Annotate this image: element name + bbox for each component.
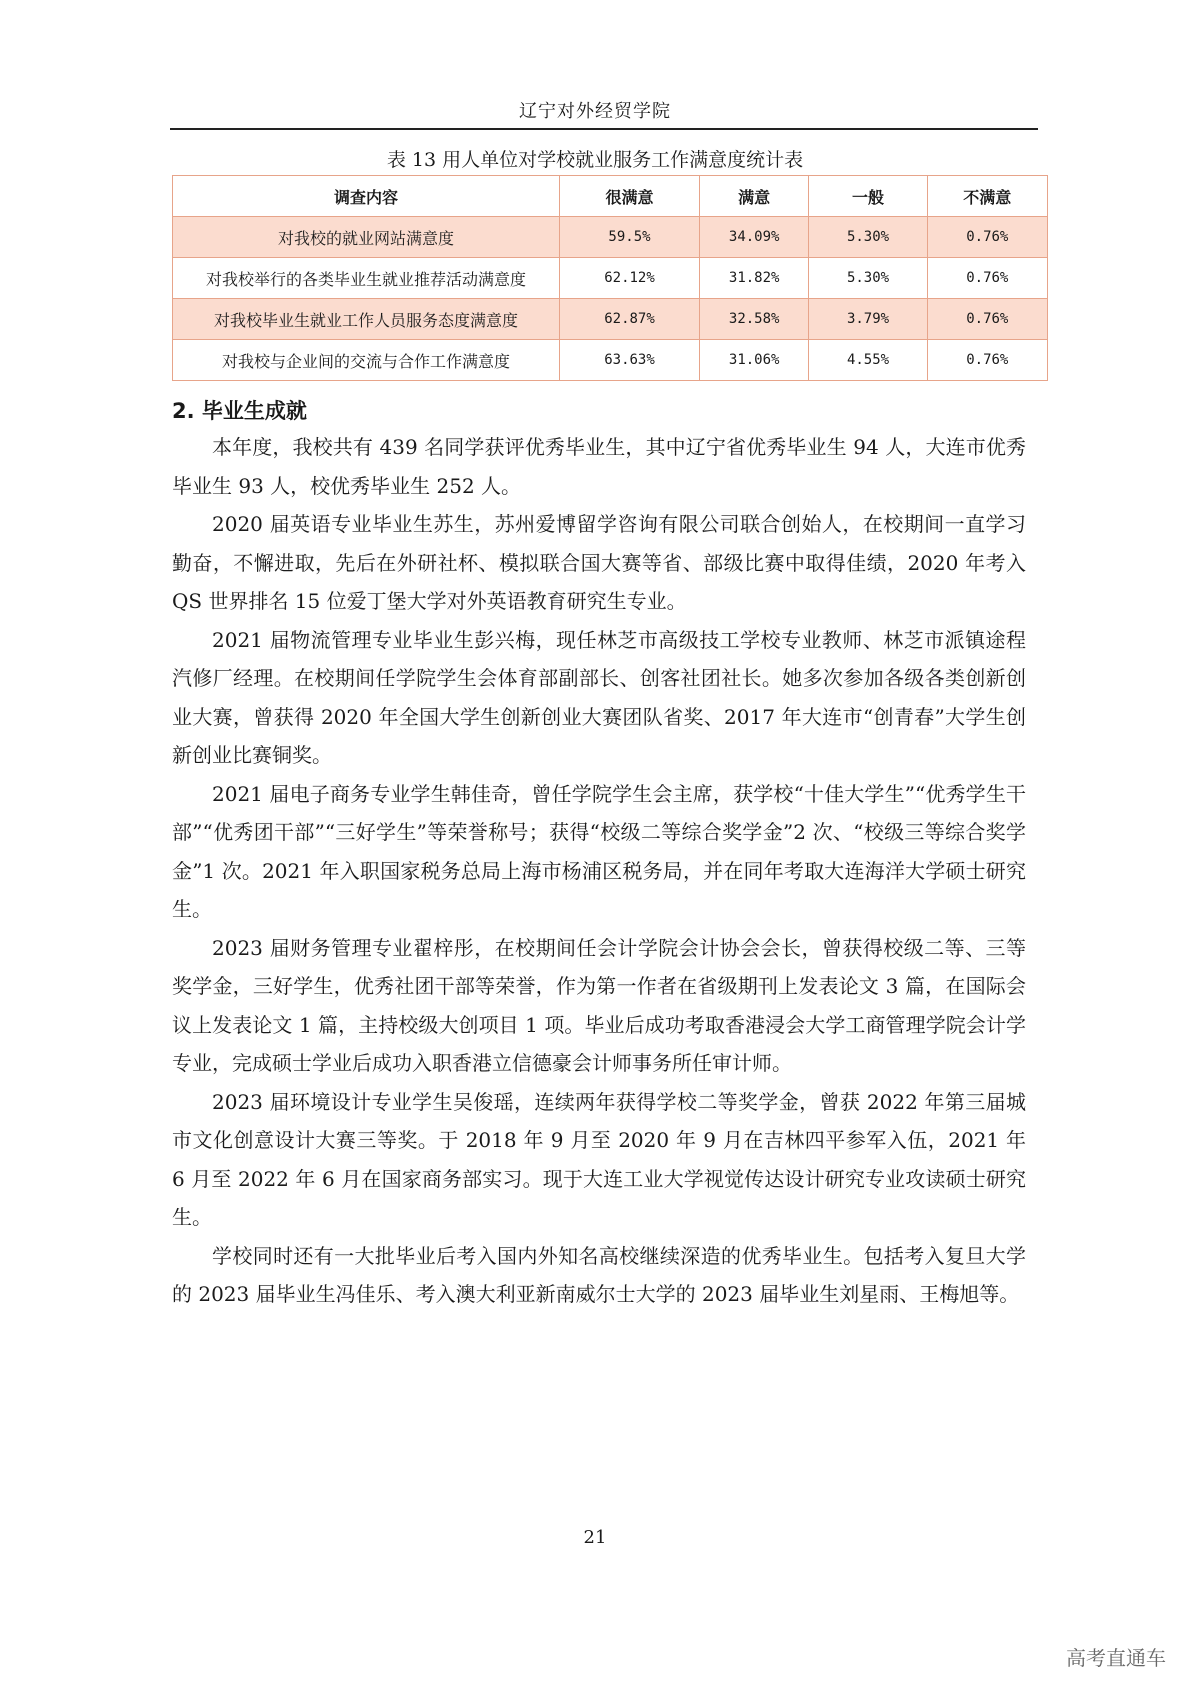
dissatisfied-value: 0.76% xyxy=(927,299,1047,340)
body-paragraph: 2020 届英语专业毕业生苏生，苏州爱博留学咨询有限公司联合创始人，在校期间一直学习勤奋，不懈进取，先后在外研社杯、模拟联合国大赛等省、部级比赛中取得佳绩，2020 年考入 QS 世界排名 15 位爱丁堡大学对外英语教育研究生专业。 xyxy=(172,512,1026,613)
page-number: 21 xyxy=(583,1527,607,1548)
column-header: 满意 xyxy=(699,176,809,217)
table-row xyxy=(173,340,1048,381)
survey-item: 对我校与企业间的交流与合作工作满意度 xyxy=(173,340,560,381)
body-paragraph: 2023 届财务管理专业翟梓彤，在校期间任会计学院会计协会会长，曾获得校级二等、三等奖学金，三好学生，优秀社团干部等荣誉，作为第一作者在省级期刊上发表论文 3 篇，在国际会议上发表论文 1 篇，主持校级大创项目 1 项。毕业后成功考取香港浸会大学工商管理学院会计学专业，完成硕士学业后成功入职香港立信德豪会计师事务所任审计师。 xyxy=(172,935,1026,1075)
column-header: 很满意 xyxy=(560,176,700,217)
satisfied-value: 32.58% xyxy=(699,299,809,340)
very-satisfied-value: 62.87% xyxy=(560,299,700,340)
running-header-title: 辽宁对外经贸学院 xyxy=(519,101,671,122)
section-heading: 2. 毕业生成就 xyxy=(172,399,307,423)
table-row xyxy=(173,217,1048,258)
body-paragraph: 2023 届环境设计专业学生吴俊瑶，连续两年获得学校二等奖学金，曾获 2022 年第三届城市文化创意设计大赛三等奖。于 2018 年 9 月至 2020 年 9 月在吉林四平参军入伍，2021 年 6 月至 2022 年 6 月在国家商务部实习。现于大连工业大学视觉传达设计研究专业攻读硕士研究生。 xyxy=(172,1089,1026,1229)
table-row xyxy=(173,258,1048,299)
body-paragraph: 学校同时还有一大批毕业后考入国内外知名高校继续深造的优秀毕业生。包括考入复旦大学的 2023 届毕业生冯佳乐、考入澳大利亚新南威尔士大学的 2023 届毕业生刘星雨、王梅旭等。 xyxy=(172,1243,1026,1306)
column-header: 不满意 xyxy=(927,176,1047,217)
satisfaction-table xyxy=(172,175,1048,381)
average-value: 5.30% xyxy=(809,258,927,299)
watermark-text: 高考直通车 xyxy=(1066,1646,1166,1670)
header-divider xyxy=(170,128,1038,130)
survey-item: 对我校举行的各类毕业生就业推荐活动满意度 xyxy=(173,258,560,299)
body-paragraph: 2021 届物流管理专业毕业生彭兴梅，现任林芝市高级技工学校专业教师、林芝市派镇途程汽修厂经理。在校期间任学院学生会体育部副部长、创客社团社长。她多次参加各级各类创新创业大赛，曾获得 2020 年全国大学生创新创业大赛团队省奖、2017 年大连市“创青春”大学生创新创业比赛铜奖。 xyxy=(172,627,1026,767)
satisfied-value: 31.82% xyxy=(699,258,809,299)
very-satisfied-value: 59.5% xyxy=(560,217,700,258)
dissatisfied-value: 0.76% xyxy=(927,340,1047,381)
table-caption: 表 13 用人单位对学校就业服务工作满意度统计表 xyxy=(386,149,804,171)
satisfied-value: 34.09% xyxy=(699,217,809,258)
table-header-row xyxy=(173,176,1048,217)
very-satisfied-value: 62.12% xyxy=(560,258,700,299)
very-satisfied-value: 63.63% xyxy=(560,340,700,381)
average-value: 4.55% xyxy=(809,340,927,381)
body-paragraph: 本年度，我校共有 439 名同学获评优秀毕业生，其中辽宁省优秀毕业生 94 人，大连市优秀毕业生 93 人，校优秀毕业生 252 人。 xyxy=(172,435,1026,498)
section-body xyxy=(172,428,1026,1314)
satisfied-value: 31.06% xyxy=(699,340,809,381)
average-value: 3.79% xyxy=(809,299,927,340)
average-value: 5.30% xyxy=(809,217,927,258)
survey-item: 对我校毕业生就业工作人员服务态度满意度 xyxy=(173,299,560,340)
body-paragraph: 2021 届电子商务专业学生韩佳奇，曾任学院学生会主席，获学校“十佳大学生”“优秀学生干部”“优秀团干部”“三好学生”等荣誉称号；获得“校级二等综合奖学金”2 次、“校级三等综合奖学金”1 次。2021 年入职国家税务总局上海市杨浦区税务局，并在同年考取大连海洋大学硕士研究生。 xyxy=(172,781,1026,921)
column-header: 调查内容 xyxy=(173,176,560,217)
survey-item: 对我校的就业网站满意度 xyxy=(173,217,560,258)
dissatisfied-value: 0.76% xyxy=(927,258,1047,299)
column-header: 一般 xyxy=(809,176,927,217)
dissatisfied-value: 0.76% xyxy=(927,217,1047,258)
table-row xyxy=(173,299,1048,340)
